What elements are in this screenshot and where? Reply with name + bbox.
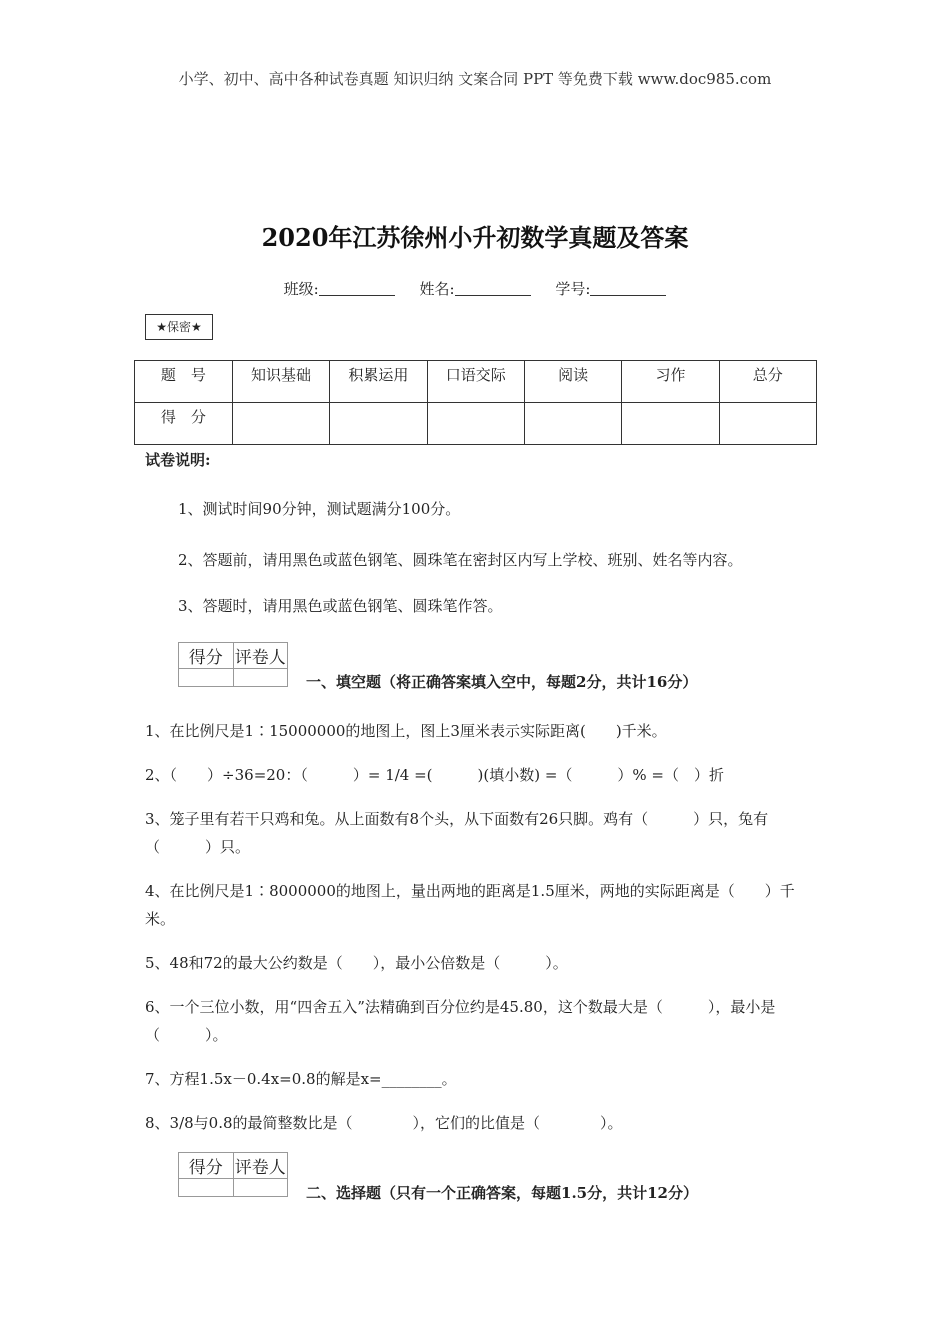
score-header-cell: 积累运用 [330,361,427,403]
question-item: 8、3/8与0.8的最简整数比是（ ），它们的比值是（ ）。 [145,1114,623,1132]
score-cell[interactable] [719,403,816,445]
id-field [555,280,666,298]
grader-name-label: 评卷人 [233,1153,288,1179]
confidential-badge: ★保密★ [145,314,213,340]
question-item: 2、（ ）÷36=20：（ ）= 1/4 =( )(填小数) =（ ）% =（ ）折 [145,766,725,784]
class-label: 班级: [283,280,319,298]
score-header-cell: 习作 [622,361,719,403]
header-note: 小学、初中、高中各种试卷真题 知识归纳 文案合同 PPT 等免费下载 www.doc985.com [178,70,772,88]
question-item: 1、在比例尺是1∶15000000的地图上，图上3厘米表示实际距离( )千米。 [145,722,667,740]
grader-name-cell[interactable] [233,1179,288,1197]
page-title: 2020年江苏徐州小升初数学真题及答案 [261,223,689,252]
score-table [134,360,817,445]
question-item: 6、一个三位小数，用“四舍五入”法精确到百分位约是45.80，这个数最大是（ ），最小是（ ）。 [145,998,776,1044]
score-header-cell: 总分 [719,361,816,403]
score-cell[interactable] [427,403,524,445]
class-blank[interactable] [319,281,395,296]
instructions-title: 试卷说明: [145,451,211,469]
grader-box [178,1152,288,1197]
name-label: 姓名: [419,280,455,298]
grader-box [178,642,288,687]
score-header-cell: 口语交际 [427,361,524,403]
question-item: 7、方程1.5x－0.4x=0.8的解是x=________。 [145,1070,457,1088]
score-cell[interactable] [232,403,329,445]
question-item: 4、在比例尺是1∶8000000的地图上，量出两地的距离是1.5厘米，两地的实际距离是（ ）千米。 [145,882,795,928]
instruction-item: 3、答题时，请用黑色或蓝色钢笔、圆珠笔作答。 [178,597,503,615]
student-info-line [0,278,950,299]
grader-name-label: 评卷人 [233,643,288,669]
id-label: 学号: [555,280,591,298]
score-cell[interactable] [524,403,621,445]
question-item: 3、笼子里有若干只鸡和兔。从上面数有8个头，从下面数有26只脚。鸡有（ ）只，兔有（ ）只。 [145,810,769,856]
score-table-score-row [135,403,817,445]
instruction-item: 1、测试时间90分钟，测试题满分100分。 [178,500,461,518]
question-item: 5、48和72的最大公约数是（ ），最小公倍数是（ ）。 [145,954,568,972]
score-row-label: 得 分 [135,403,233,445]
score-cell[interactable] [330,403,427,445]
id-blank[interactable] [590,281,666,296]
score-header-cell: 知识基础 [232,361,329,403]
grader-score-cell[interactable] [179,1179,234,1197]
instruction-item: 2、答题前，请用黑色或蓝色钢笔、圆珠笔在密封区内写上学校、班别、姓名等内容。 [178,551,743,569]
name-blank[interactable] [455,281,531,296]
grader-score-label: 得分 [179,643,234,669]
section-title-fill-blank: 一、填空题（将正确答案填入空中，每题2分，共计16分） [306,673,698,691]
score-header-cell: 阅读 [524,361,621,403]
score-table-header-row [135,361,817,403]
score-header-cell: 题 号 [135,361,233,403]
grader-score-label: 得分 [179,1153,234,1179]
class-field [284,280,400,298]
score-cell[interactable] [622,403,719,445]
grader-name-cell[interactable] [233,669,288,687]
grader-score-cell[interactable] [179,669,234,687]
section-title-multiple-choice: 二、选择题（只有一个正确答案，每题1.5分，共计12分） [306,1184,698,1202]
name-field [419,280,535,298]
